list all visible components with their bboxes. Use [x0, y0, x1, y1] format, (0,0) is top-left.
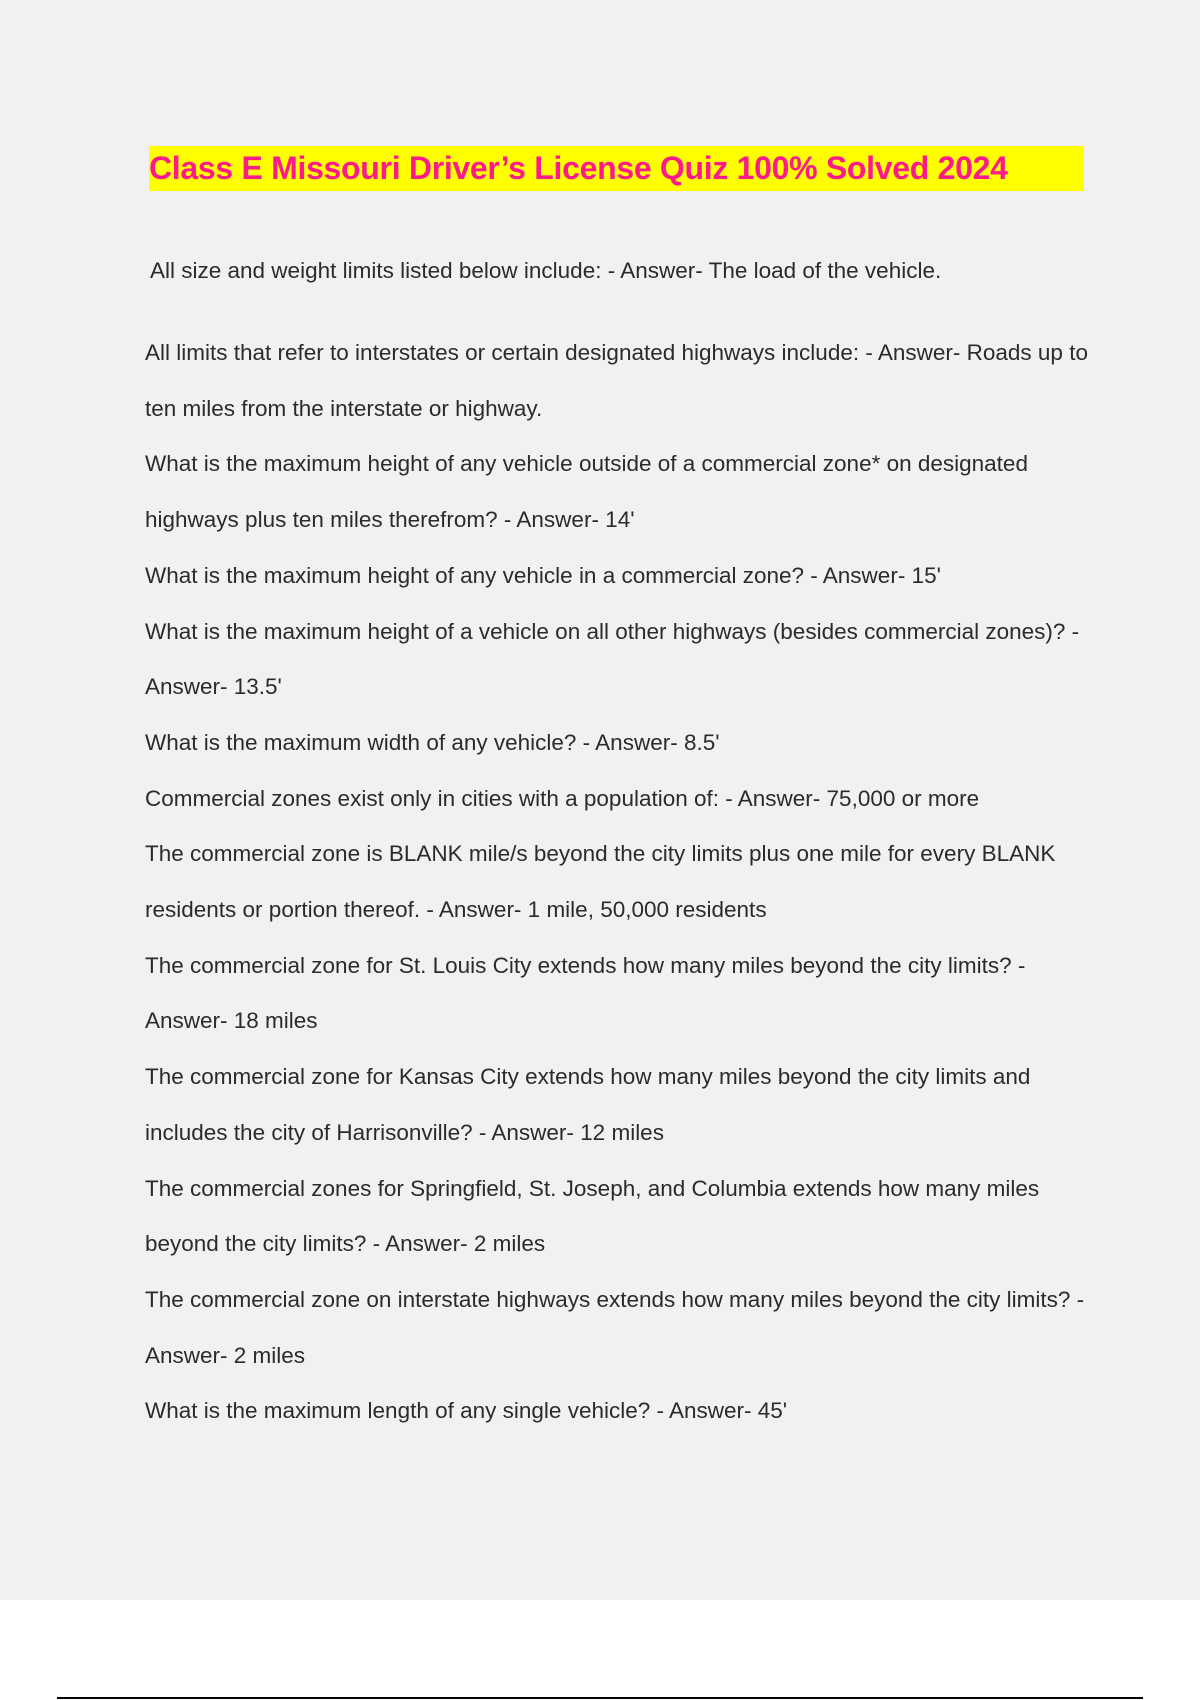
qa-item: What is the maximum width of any vehicle? - Answer- 8.5' — [145, 729, 720, 755]
document-title: Class E Missouri Driver’s License Quiz 100% Solved 2024 — [149, 150, 1008, 186]
title-highlight — [149, 146, 1084, 191]
qa-item: What is the maximum length of any single vehicle? - Answer- 45' — [145, 1398, 788, 1424]
qa-item: All limits that refer to interstates or certain designated highways include: - Answer- Roads up to ten miles from the interstate or highway. — [145, 340, 1088, 421]
qa-item: The commercial zones for Springfield, St. Joseph, and Columbia extends how many miles beyond the city limits? - Answer- 2 miles — [145, 1175, 1040, 1257]
qa-item: The commercial zone for Kansas City extends how many miles beyond the city limits and includes the city of Harrisonville? - Answer- 12 miles — [145, 1064, 1031, 1145]
qa-item: The commercial zone for St. Louis City extends how many miles beyond the city limits? - Answer- 18 miles — [145, 952, 1026, 1034]
qa-item: Commercial zones exist only in cities with a population of: - Answer- 75,000 or more — [145, 785, 980, 811]
footer-divider — [57, 1697, 1143, 1699]
qa-item: The commercial zone on interstate highways extends how many miles beyond the city limits? - Answer- 2 miles — [145, 1286, 1085, 1368]
qa-item: What is the maximum height of any vehicle outside of a commercial zone* on designated highways plus ten miles therefrom? - Answer- 14' — [145, 451, 1028, 533]
intro-paragraph: All size and weight limits listed below include: - Answer- The load of the vehicle. — [150, 258, 942, 283]
qa-item: What is the maximum height of any vehicle in a commercial zone? - Answer- 15' — [145, 562, 941, 588]
qa-list — [145, 325, 1095, 1439]
qa-item: What is the maximum height of a vehicle on all other highways (besides commercial zones)? - Answer- 13.5' — [145, 618, 1080, 700]
qa-item: The commercial zone is BLANK mile/s beyond the city limits plus one mile for every BLANK residents or portion thereof. - Answer- 1 mile, 50,000 residents — [145, 841, 1056, 923]
